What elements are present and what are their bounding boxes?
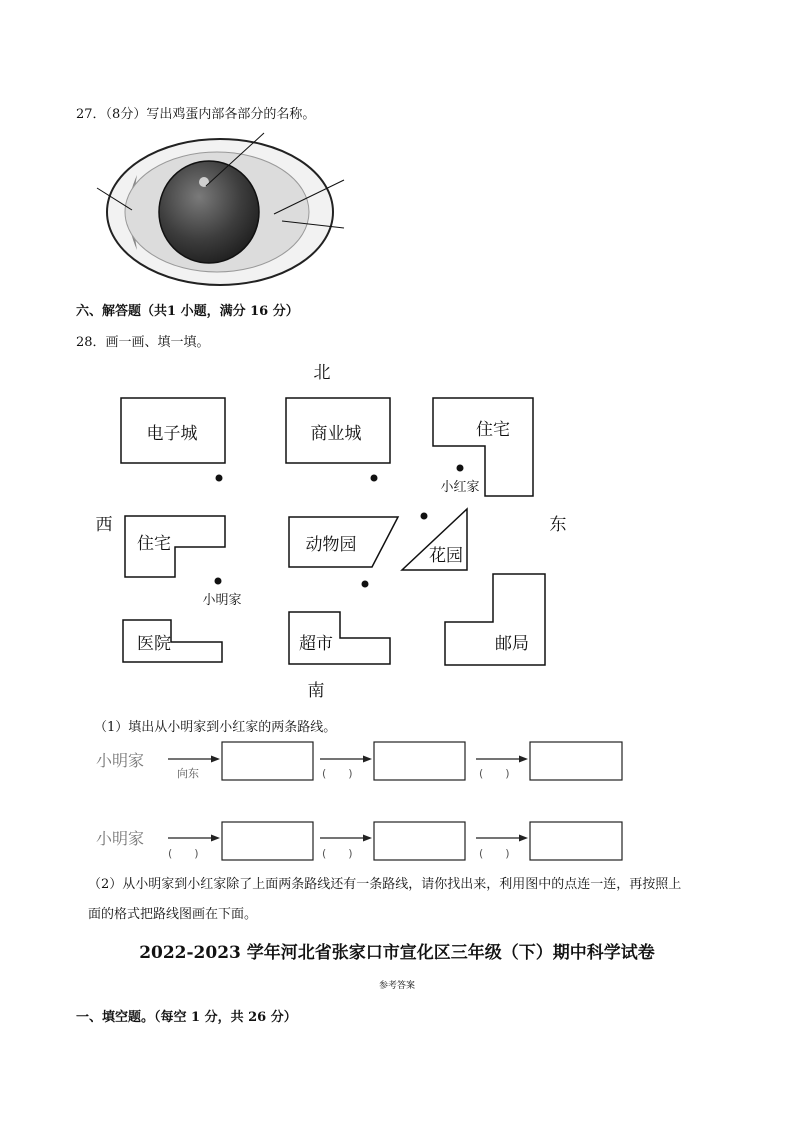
part-1-instruction: （1）填出从小明家到小红家的两条路线。 — [94, 720, 337, 735]
route-2-box-1 — [222, 822, 313, 860]
route-2-diagram — [0, 816, 794, 876]
zoo-label: 动物园 — [305, 535, 357, 555]
residence-ne-label: 住宅 — [476, 420, 510, 440]
egg-yolk — [159, 161, 259, 263]
compass-north: 北 — [313, 363, 331, 383]
route-2-blank: ( ) — [168, 847, 199, 860]
xiaoming-home-dot — [215, 578, 222, 585]
route-1-box-3 — [530, 742, 622, 780]
xiaohong-home-label: 小红家 — [440, 480, 480, 495]
route-1-start: 小明家 — [96, 751, 145, 770]
question-28: 28．画一画、填一填。 — [76, 335, 210, 350]
part-2-instruction-line-1: （2）从小明家到小红家除了上面两条路线还有一条路线，请你找出来，利用图中的点连一连，再按照上 — [88, 877, 682, 892]
direction-map — [0, 355, 794, 705]
route-1-direction-label: 向东 — [177, 767, 199, 780]
junction-dot — [421, 513, 428, 520]
answer-key-subtitle: 参考答案 — [378, 981, 415, 991]
xiaoming-home-label: 小明家 — [202, 593, 242, 608]
route-2-box-2 — [374, 822, 465, 860]
residence-w-label: 住宅 — [137, 534, 171, 554]
route-1-box-1 — [222, 742, 313, 780]
part-2-instruction-line-2: 面的格式把路线图画在下面。 — [88, 907, 258, 922]
route-2-box-3 — [530, 822, 622, 860]
supermarket-label: 超市 — [299, 634, 333, 654]
hospital-label: 医院 — [137, 634, 171, 654]
answer-section-1-heading: 一、填空题。（每空 1 分，共 26 分） — [76, 1010, 297, 1025]
electronics-label: 电子城 — [146, 424, 198, 444]
route-1-blank: ( ) — [479, 767, 510, 780]
question-27: 27．（8分）写出鸡蛋内部各部分的名称。 — [76, 107, 316, 122]
junction-dot — [371, 475, 378, 482]
junction-dot — [362, 581, 369, 588]
section-6-heading: 六、解答题（共1 小题，满分 16 分） — [76, 304, 299, 319]
compass-east: 东 — [549, 515, 567, 535]
route-2-blank: ( ) — [479, 847, 510, 860]
route-1-diagram — [0, 738, 794, 798]
route-1-blank: ( ) — [322, 767, 353, 780]
egg-diagram — [92, 130, 352, 290]
garden-label: 花园 — [429, 546, 463, 566]
route-2-blank: ( ) — [322, 847, 353, 860]
xiaohong-home-dot — [457, 465, 464, 472]
junction-dot — [216, 475, 223, 482]
compass-west: 西 — [95, 515, 113, 535]
germinal-disc — [199, 177, 209, 187]
route-1-box-2 — [374, 742, 465, 780]
post-office-label: 邮局 — [495, 634, 529, 654]
route-2-start: 小明家 — [96, 829, 145, 848]
compass-south: 南 — [307, 681, 325, 701]
answer-key-title: 2022-2023 学年河北省张家口市宣化区三年级（下）期中科学试卷 — [139, 943, 655, 963]
commerce-label: 商业城 — [310, 424, 362, 444]
